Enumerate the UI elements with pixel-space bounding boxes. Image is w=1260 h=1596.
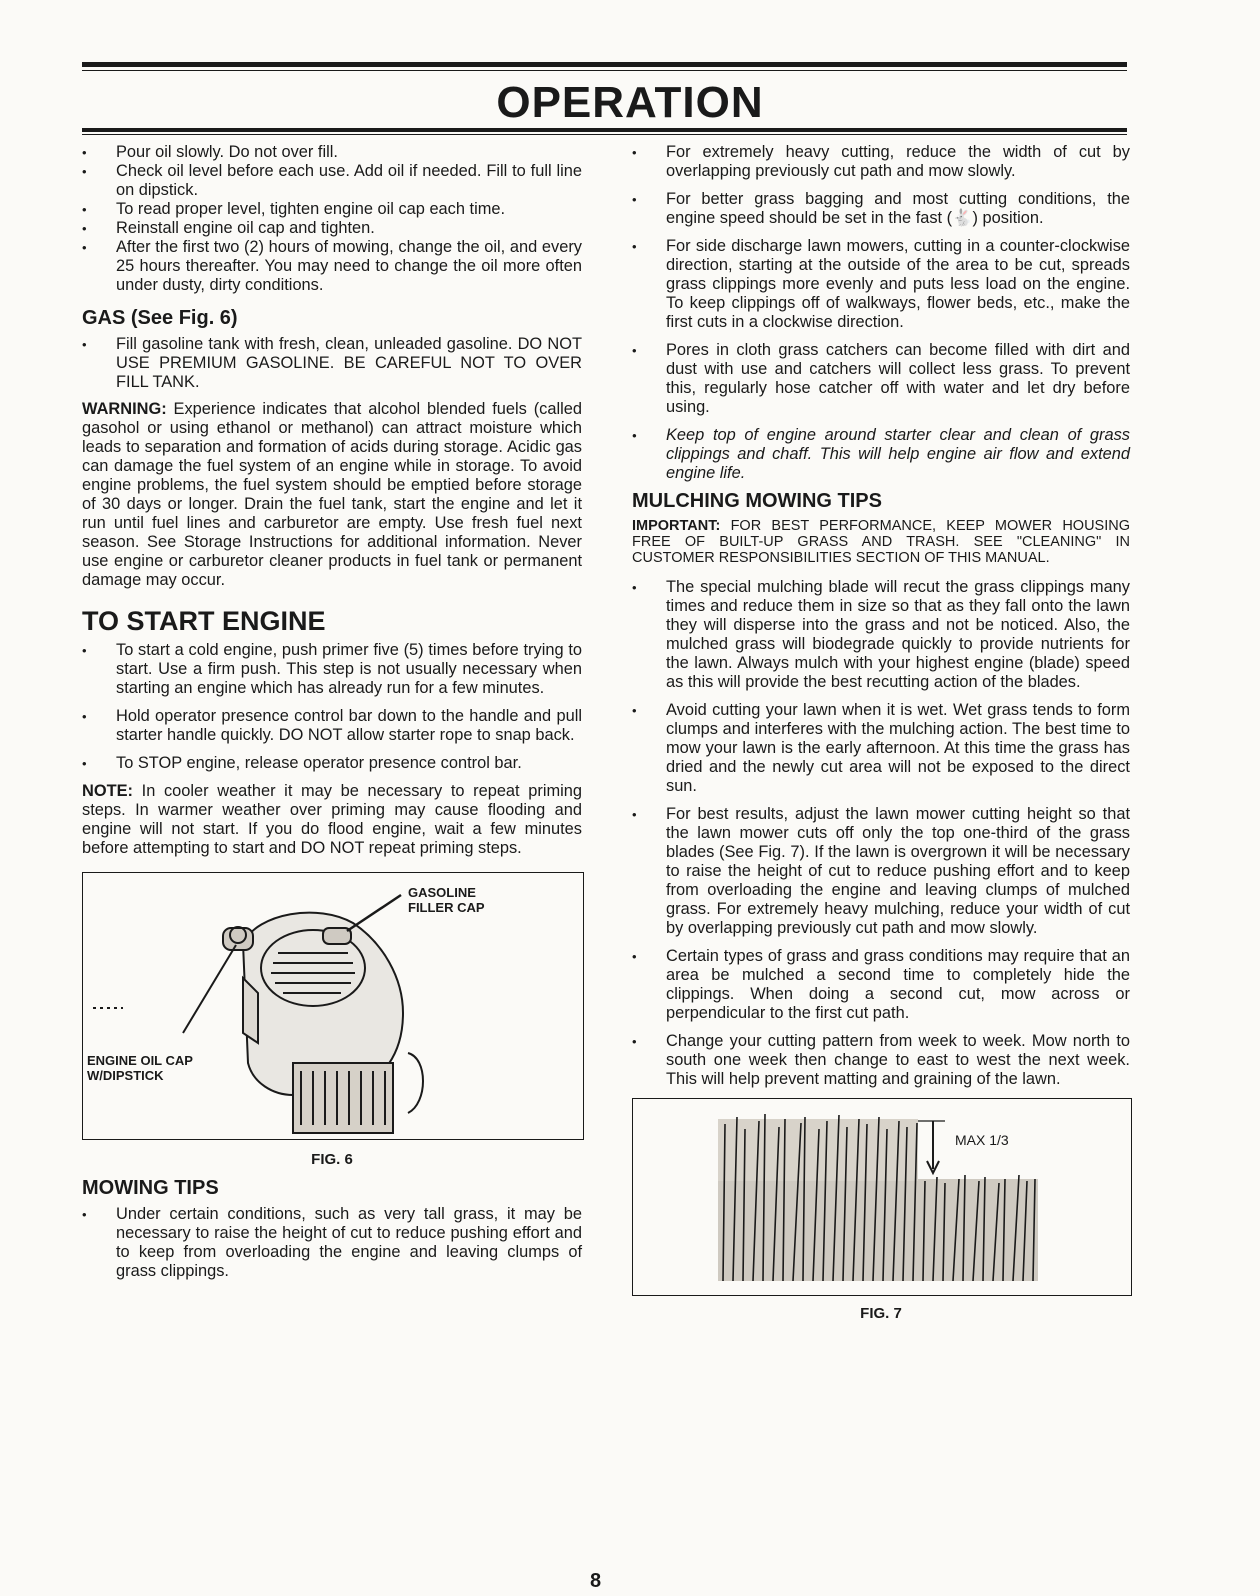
warning-paragraph: [82, 400, 582, 590]
list-item: • For best results, adjust the lawn mower cutting height so that the lawn mower cuts off only the top one-third of the grass blades (See Fig. 7). If the lawn is overgrown it will be necessary to raise the height of cut to reduce pushing effort and to keep from overloading the engine and leaving clumps of mulched grass. For extremely heavy mulching, reduce your width of cut by overlapping previously cut path and mow slowly.: [632, 805, 1130, 938]
list-item: • After the first two (2) hours of mowing, change the oil, and every 25 hours thereafter. You may need to change the oil more often under dusty, dirty conditions.: [82, 238, 582, 295]
important-paragraph: [632, 518, 1130, 566]
right-column: [632, 143, 1130, 1323]
note-label: NOTE:: [82, 782, 133, 800]
engine-illustration: [83, 873, 583, 1139]
gas-heading: GAS (See Fig. 6): [82, 307, 238, 329]
start-bullet-list: [82, 641, 582, 773]
important-label: IMPORTANT:: [632, 518, 721, 534]
gasoline-cap-label: [408, 885, 485, 915]
list-item: • Check oil level before each use. Add oil if needed. Fill to full line on dipstick.: [82, 162, 582, 200]
left-column: [82, 143, 582, 1281]
mulching-heading: MULCHING MOWING TIPS: [632, 490, 882, 512]
important-text: FOR BEST PERFORMANCE, KEEP MOWER HOUSING FREE OF BUILT-UP GRASS AND TRASH. SEE "CLEANING" IN CUSTOMER RESPONSIBILITIES SECTION OF THIS MANUAL.: [632, 518, 1130, 566]
title-rule-thick: [82, 128, 1127, 132]
figure-7: [632, 1098, 1132, 1296]
cutting-bullet-list: [632, 143, 1130, 483]
list-item: • To read proper level, tighten engine oil cap each time.: [82, 200, 582, 219]
list-item: • Certain types of grass and grass conditions may require that an area be mulched a second time to completely hide the clippings. When doing a second cut, mow across or perpendicular to the first cut path.: [632, 947, 1130, 1023]
oil-cap-label-line1: ENGINE OIL CAP: [87, 1053, 193, 1068]
oil-cap-label-line2: W/DIPSTICK: [87, 1068, 164, 1083]
note-paragraph: [82, 782, 582, 858]
list-item: • Hold operator presence control bar down to the handle and pull starter handle quickly. DO NOT allow starter rope to snap back.: [82, 707, 582, 745]
gasoline-cap-label-line1: GASOLINE: [408, 885, 476, 900]
page-number: 8: [590, 1570, 602, 1592]
list-item: • Pour oil slowly. Do not over fill.: [82, 143, 582, 162]
mulching-bullet-list: [632, 578, 1130, 1089]
oil-bullet-list: [82, 143, 582, 295]
list-item: • Change your cutting pattern from week to week. Mow north to south one week then change to east to west the next week. This will help prevent matting and graining of the lawn.: [632, 1032, 1130, 1089]
figure-6-caption: FIG. 6: [311, 1151, 353, 1168]
list-item: • The special mulching blade will recut the grass clippings many times and reduce them in size so that as they fall onto the lawn they will disperse into the grass and not be noticed. Also, the mulched grass will biodegrade quickly to provide nutrients for the lawn. Always mulch with your highest engine (blade) speed as this will provide the best recutting action of the blades.: [632, 578, 1130, 692]
gasoline-cap-label-line2: FILLER CAP: [408, 900, 485, 915]
warning-text: Experience indicates that alcohol blended fuels (called gasohol or using ethanol or methanol) can attract moisture which leads to separation and formation of acids during storage. Acidic gas can damage the fuel system of an engine while in storage. To avoid engine problems, the fuel system should be emptied before storage of 30 days or longer. Drain the fuel tank, start the engine and let it run until fuel lines and carburetor are empty. Use fresh fuel next season. See Storage Instructions for additional information. Never use engine or carburetor cleaner products in fuel tank or permanent damage may occur.: [82, 400, 582, 589]
list-item: • To STOP engine, release operator presence control bar.: [82, 754, 582, 773]
mowing-bullet-list: [82, 1205, 582, 1281]
figure-7-caption: FIG. 7: [860, 1305, 902, 1322]
note-text: In cooler weather it may be necessary to repeat priming steps. In warmer weather over priming may cause flooding and engine will not start. If you do flood engine, wait a few minutes before attempting to start and DO NOT repeat priming steps.: [82, 782, 582, 857]
grass-illustration: [633, 1099, 1131, 1295]
oil-cap-label: [87, 1053, 193, 1083]
gas-bullet-list: [82, 335, 582, 392]
top-rule-thin: [82, 70, 1127, 71]
list-item: • For extremely heavy cutting, reduce the width of cut by overlapping previously cut path and mow slowly.: [632, 143, 1130, 181]
max-third-label: MAX 1/3: [955, 1132, 1009, 1148]
list-item: • Keep top of engine around starter clear and clean of grass clippings and chaff. This will help engine air flow and extend engine life.: [632, 426, 1130, 483]
list-item: • For better grass bagging and most cutting conditions, the engine speed should be set in the fast (🐇) position.: [632, 190, 1130, 228]
warning-label: WARNING:: [82, 400, 167, 418]
list-item: • For side discharge lawn mowers, cutting in a counter-clockwise direction, starting at the outside of the area to be cut, spreads grass clippings more evenly and puts less load on the engine. To keep clippings off of walkways, flower beds, etc., make the first cuts in a clockwise direction.: [632, 237, 1130, 332]
list-item: • To start a cold engine, push primer five (5) times before trying to start. Use a firm push. This step is not usually necessary when starting an engine which has already run for a few minutes.: [82, 641, 582, 698]
start-engine-heading: TO START ENGINE: [82, 606, 326, 636]
top-rule-thick: [82, 62, 1127, 67]
list-item: • Fill gasoline tank with fresh, clean, unleaded gasoline. DO NOT USE PREMIUM GASOLINE. BE CAREFUL NOT TO OVER FILL TANK.: [82, 335, 582, 392]
list-item: • Reinstall engine oil cap and tighten.: [82, 219, 582, 238]
page-title: OPERATION: [496, 78, 764, 127]
list-item: • Avoid cutting your lawn when it is wet. Wet grass tends to form clumps and interferes with the mulching action. The best time to mow your lawn is the early afternoon. At this time the grass has dried and the newly cut area will not be exposed to the direct sun.: [632, 701, 1130, 796]
title-rule-thin: [82, 134, 1127, 135]
list-item: • Under certain conditions, such as very tall grass, it may be necessary to raise the height of cut to reduce pushing effort and to keep from overloading the engine and leaving clumps of grass clippings.: [82, 1205, 582, 1281]
mowing-tips-heading: MOWING TIPS: [82, 1177, 219, 1199]
figure-6: [82, 872, 584, 1140]
list-item: • Pores in cloth grass catchers can become filled with dirt and dust with use and catchers will collect less grass. To prevent this, regularly hose catcher off with water and let dry before using.: [632, 341, 1130, 417]
